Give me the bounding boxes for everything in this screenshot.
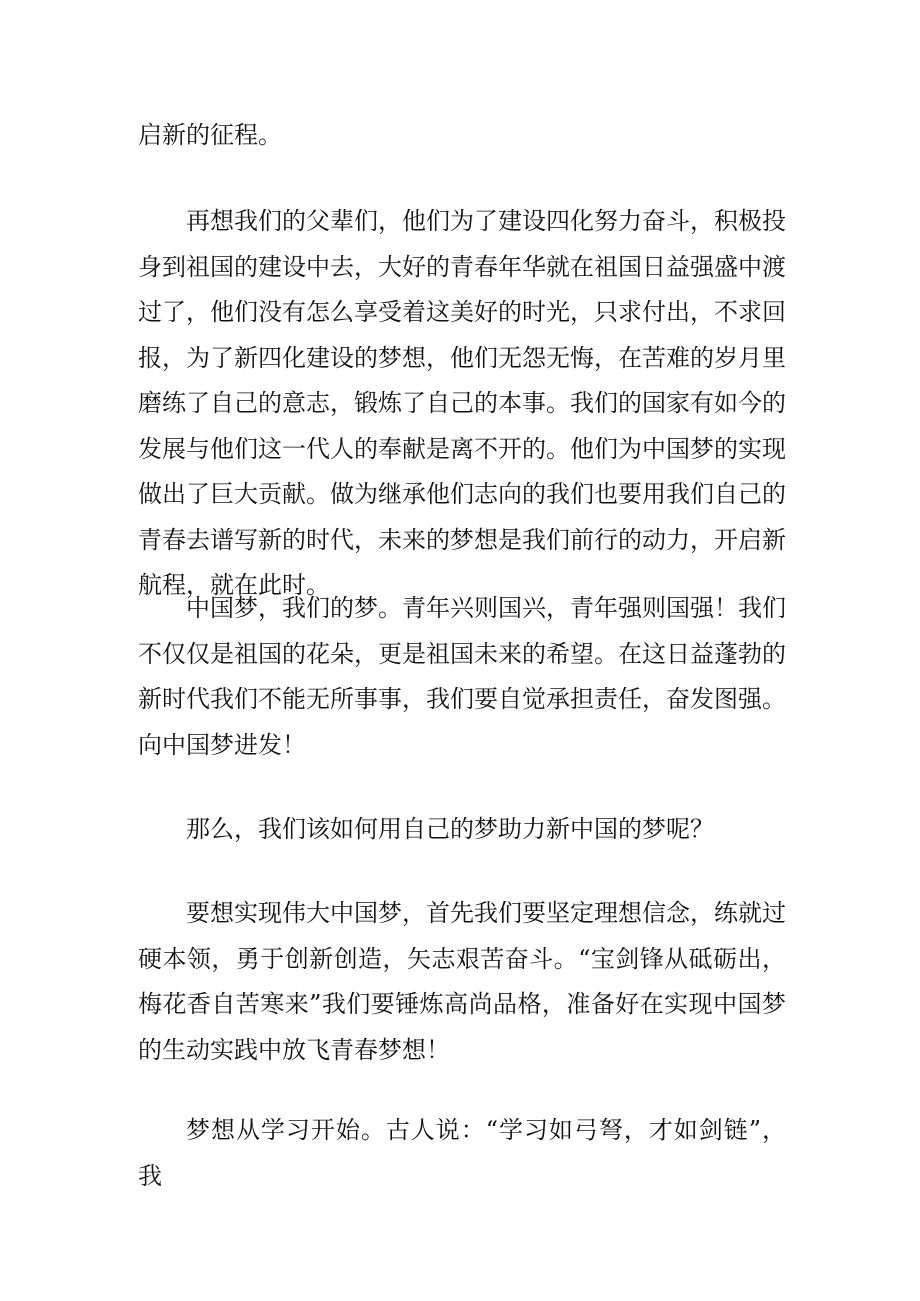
paragraph-realize-dream: 要想实现伟大中国梦，首先我们要坚定理想信念，练就过硬本领，勇于创新创造，矢志艰苦奋斗。“宝剑锋从砥砺出，梅花香自苦寒来”我们要锤炼高尚品格，准备好在实现中国梦的生动实践中放飞青春梦想！ — [138, 899, 786, 1064]
paragraph-learning: 梦想从学习开始。古人说：“学习如弓弩，才如剑链”，我 — [138, 1116, 786, 1190]
paragraph-fathers-generation: 再想我们的父辈们，他们为了建设四化努力奋斗，积极投身到祖国的建设中去，大好的青春年华就在祖国日益强盛中渡过了，他们没有怎么享受着这美好的时光，只求付出，不求回报，为了新四化建设的梦想，他们无怨无悔，在苦难的岁月里磨练了自己的意志，锻炼了自己的本事。我们的国家有如今的发展与他们这一代人的奉献是离不开的。他们为中国梦的实现做出了巨大贡献。做为继承他们志向的我们也要用我们自己的青春去谱写新的时代，未来的梦想是我们前行的动力，开启新航程，就在此时。 — [138, 207, 786, 599]
paragraph-china-dream: 中国梦，我们的梦。青年兴则国兴，青年强则国强！我们不仅仅是祖国的花朵，更是祖国未来的希望。在这日益蓬勃的新时代我们不能无所事事，我们要自觉承担责任，奋发图强。向中国梦进发！ — [138, 594, 786, 759]
paragraph-question: 那么，我们该如何用自己的梦助力新中国的梦呢？ — [186, 815, 714, 843]
paragraph-continuation: 启新的征程。 — [138, 121, 282, 149]
